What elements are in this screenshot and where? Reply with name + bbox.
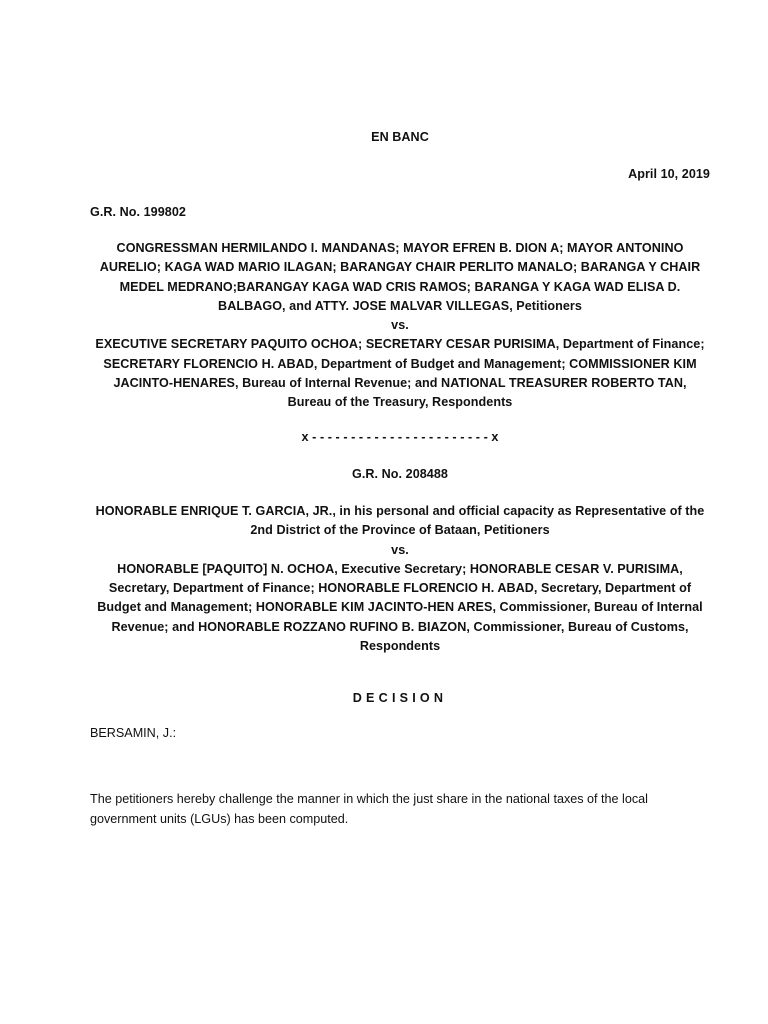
case1-respondents-line: EXECUTIVE SECRETARY PAQUITO OCHOA; SECRETARY CESAR PURISIMA, Department of Finance;: [95, 337, 705, 352]
case2-respondents-line: HONORABLE [PAQUITO] N. OCHOA, Executive Secretary; HONORABLE CESAR V. PURISIMA,: [117, 561, 683, 576]
case1-caption: [80, 239, 720, 413]
ponente: BERSAMIN, J.:: [90, 726, 177, 740]
case2-respondents-line: Budget and Management; HONORABLE KIM JACINTO-HEN ARES, Commissioner, Bureau of Internal: [97, 600, 703, 615]
opening-paragraph: [90, 790, 700, 829]
case2-petitioners-line: 2nd District of the Province of Bataan, Petitioners: [250, 523, 550, 538]
case1-petitioners-line: CONGRESSMAN HERMILANDO I. MANDANAS; MAYOR EFREN B. DION A; MAYOR ANTONINO: [116, 241, 684, 255]
case2-respondents-line: Respondents: [359, 639, 441, 654]
decision-date: April 10, 2019: [628, 167, 710, 181]
case1-petitioners-line: AURELIO; KAGA WAD MARIO ILAGAN; BARANGAY CHAIR PERLITO MANALO; BARANGA Y CHAIR: [99, 260, 701, 275]
case1-respondents-line: SECRETARY FLORENCIO H. ABAD, Department of Budget and Management; COMMISSIONER KIM: [103, 356, 697, 371]
case1-petitioners-line: MEDEL MEDRANO;BARANGAY KAGA WAD CRIS RAMOS; BARANGA Y KAGA WAD ELISA D.: [119, 279, 681, 294]
case1-gr-number: G.R. No. 199802: [90, 205, 186, 219]
case2-petitioners-line: HONORABLE ENRIQUE T. GARCIA, JR., in his personal and official capacity as Representative of the: [95, 504, 705, 518]
case2-caption: [80, 502, 720, 656]
case2-respondents-line: Secretary, Department of Finance; HONORABLE FLORENCIO H. ABAD, Secretary, Department of: [108, 581, 692, 596]
case2-gr-number: G.R. No. 208488: [352, 467, 448, 481]
paragraph-line: The petitioners hereby challenge the manner in which the just share in the national taxes of the local: [90, 792, 648, 806]
case1-respondents-line: JACINTO-HENARES, Bureau of Internal Revenue; and NATIONAL TREASURER ROBERTO TAN,: [113, 376, 687, 391]
court-division-heading: EN BANC: [371, 130, 429, 144]
case1-versus: vs.: [391, 318, 409, 333]
case2-versus: vs.: [391, 542, 409, 557]
case1-petitioners-line: BALBAGO, and ATTY. JOSE MALVAR VILLEGAS, Petitioners: [218, 298, 582, 313]
decision-heading: DECISION: [352, 691, 448, 705]
case2-respondents-line: Revenue; and HONORABLE ROZZANO RUFINO B. BIAZON, Commissioner, Bureau of Customs,: [111, 619, 689, 634]
case-separator: x - - - - - - - - - - - - - - - - - - - - - - - x: [301, 430, 499, 444]
case1-respondents-line: Bureau of the Treasury, Respondents: [287, 395, 513, 410]
paragraph-line: government units (LGUs) has been computed.: [90, 811, 349, 826]
